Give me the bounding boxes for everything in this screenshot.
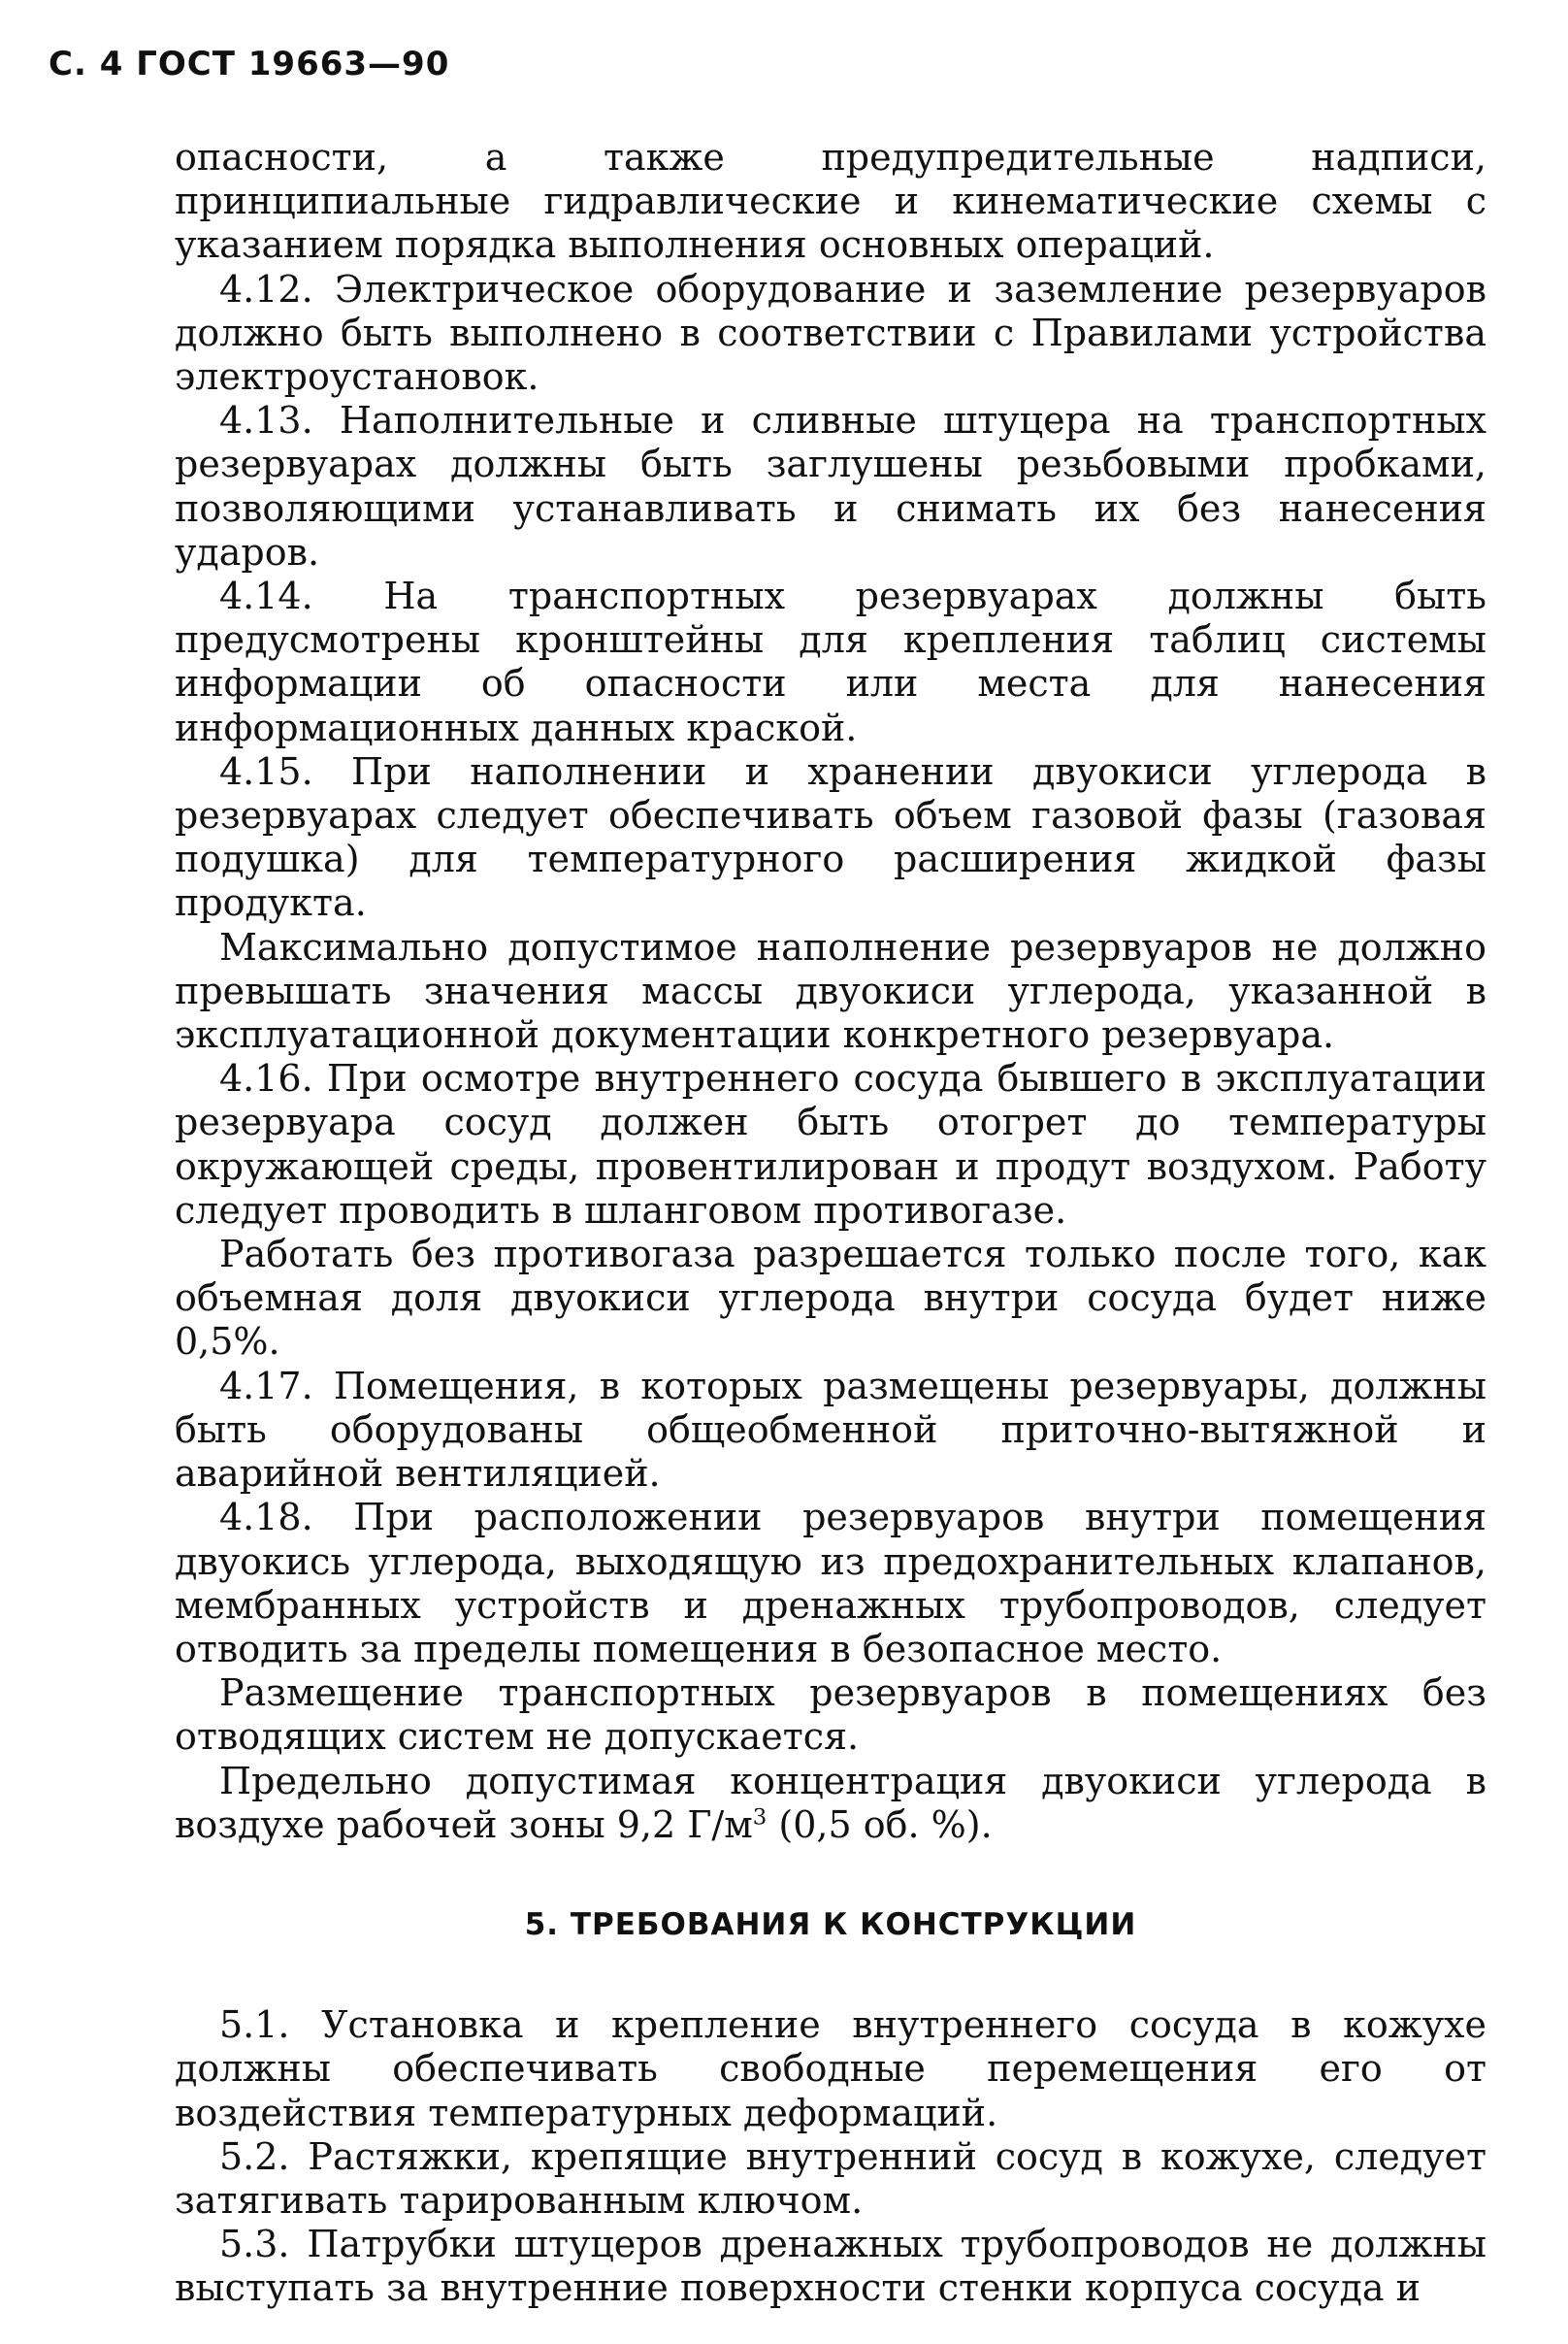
paragraph-4-18: 4.18. При расположении резервуаров внутри помещения двуокись углерода, выходящую из предохранительных клапанов, мембранных устройств и дренажных трубопроводов, следует отводить за пределы помещения в безопасное место. [175, 1496, 1486, 1670]
cubic-superscript: 3 [752, 1804, 768, 1831]
paragraph-max-filling: Максимально допустимое наполнение резервуаров не должно превышать значения массы двуокиси углерода, указанной в эксплуатационной документации конкретного резервуара. [175, 925, 1486, 1057]
concentration-tail: (0,5 об. %). [767, 1802, 993, 1846]
concentration-text: Предельно допустимая концентрация двуокиси углерода в воздухе рабочей зоны 9,2 Г/м [175, 1759, 1486, 1846]
paragraph-5-3: 5.3. Патрубки штуцеров дренажных трубопроводов не должны выступать за внутренние поверхности стенки корпуса сосуда и [175, 2223, 1486, 2310]
paragraph-4-16: 4.16. При осмотре внутреннего сосуда бывшего в эксплуатации резервуара сосуд должен быть отогрет до температуры окружающей среды, провентилирован и продут воздухом. Работу следует проводить в шланговом противогазе. [175, 1057, 1486, 1232]
paragraph-5-1: 5.1. Установка и крепление внутреннего сосуда в кожухе должны обеспечивать свободные перемещения его от воздействия температурных деформаций. [175, 2003, 1486, 2134]
section-title: 5. ТРЕБОВАНИЯ К КОНСТРУКЦИИ [524, 1906, 1137, 1942]
paragraph-4-13: 4.13. Наполнительные и сливные штуцера на транспортных резервуарах должны быть заглушены резьбовыми пробками, позволяющими устанавливать и снимать их без нанесения ударов. [175, 399, 1486, 574]
paragraph-continuation: опасности, а также предупредительные надписи, принципиальные гидравлические и кинематические схемы с указанием порядка выполнения основных операций. [175, 136, 1486, 267]
paragraph-4-12: 4.12. Электрическое оборудование и заземление резервуаров должно быть выполнено в соответствии с Правилами устройства электроустановок. [175, 267, 1486, 399]
paragraph-4-15: 4.15. При наполнении и хранении двуокиси углерода в резервуарах следует обеспечивать объем газовой фазы (газовая подушка) для температурного расширения жидкой фазы продукта. [175, 749, 1486, 925]
paragraph-5-2: 5.2. Растяжки, крепящие внутренний сосуд в кожухе, следует затягивать тарированным ключом. [175, 2134, 1486, 2222]
paragraph-placement: Размещение транспортных резервуаров в помещениях без отводящих систем не допускается. [175, 1671, 1486, 1759]
paragraph-concentration [175, 1760, 1486, 1847]
paragraph-4-17: 4.17. Помещения, в которых размещены резервуары, должны быть оборудованы общеобменной приточно-вытяжной и аварийной вентиляцией. [175, 1364, 1486, 1496]
document-body [175, 136, 1486, 2311]
paragraph-without-gas-mask: Работать без противогаза разрешается только после того, как объемная доля двуокиси углерода внутри сосуда будет ниже 0,5%. [175, 1233, 1486, 1364]
running-header: С. 4 ГОСТ 19663—90 [49, 45, 450, 83]
paragraph-4-14: 4.14. На транспортных резервуарах должны быть предусмотрены кронштейны для крепления таблиц системы информации об опасности или места для нанесения информационных данных краской. [175, 575, 1486, 749]
